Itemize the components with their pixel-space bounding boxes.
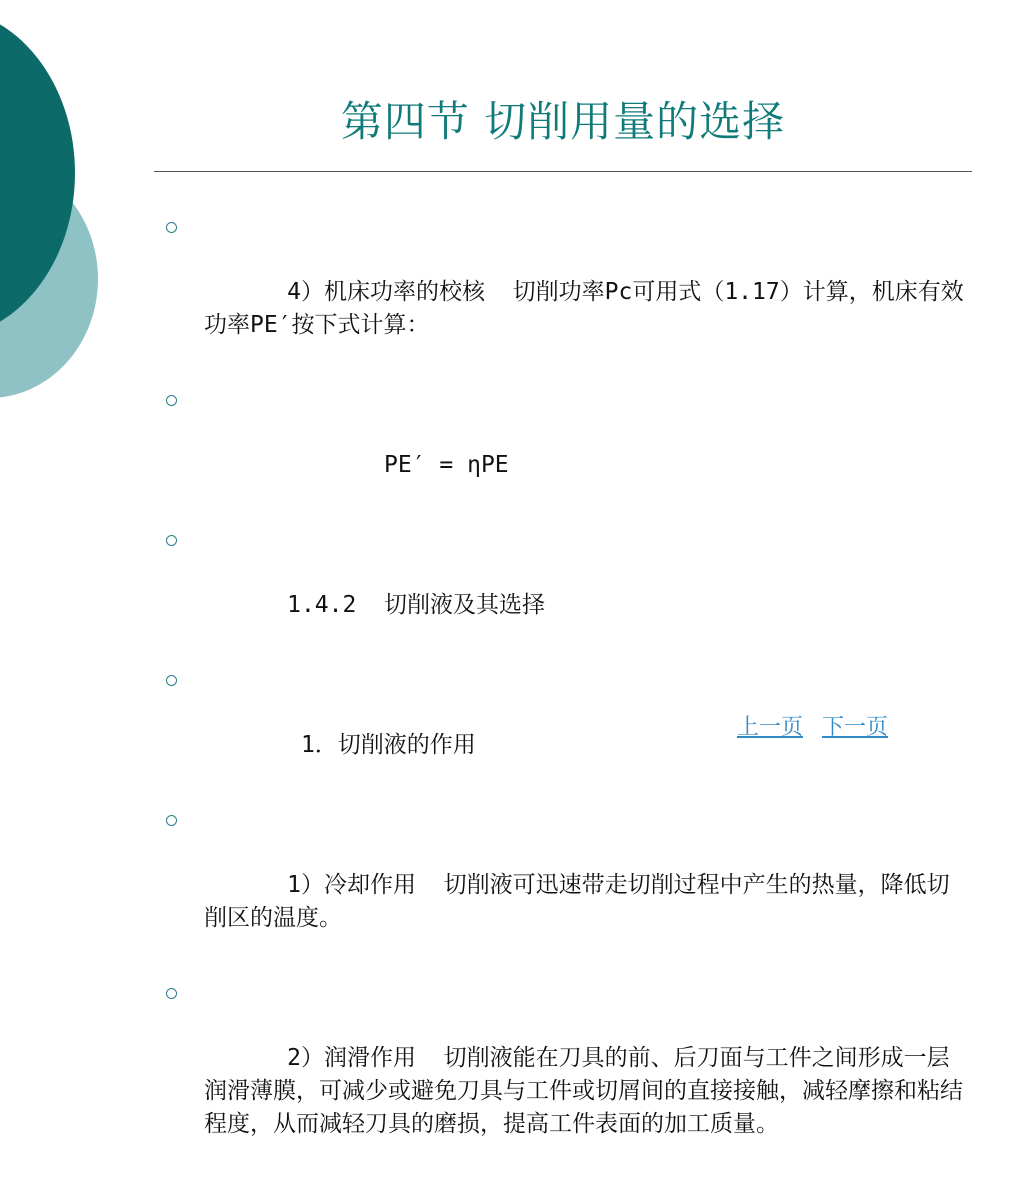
page-navigation [725, 714, 888, 742]
list-item-text: 1.4.2 切削液及其选择 [287, 592, 546, 618]
bullet-list [160, 210, 970, 1182]
slide-title: 第四节 切削用量的选择 [340, 97, 786, 146]
next-page-link[interactable]: 下一页 [821, 715, 888, 740]
list-item [160, 976, 970, 1174]
list-item-text: 4）机床功率的校核 切削功率Pc可用式（1.17）计算，机床有效功率PE′按下式计算： [204, 279, 964, 338]
list-item-text: 1．切削液的作用 [287, 732, 476, 758]
list-item [160, 210, 970, 375]
bullet-icon [166, 222, 177, 233]
title-divider [154, 171, 972, 172]
bullet-icon [166, 988, 177, 999]
list-item [160, 383, 970, 515]
bullet-icon [166, 535, 177, 546]
list-item-text: 1）冷却作用 切削液可迅速带走切削过程中产生的热量，降低切削区的温度。 [204, 872, 950, 931]
list-item [160, 523, 970, 655]
bullet-icon [166, 815, 177, 826]
bullet-icon [166, 395, 177, 406]
bullet-icon [166, 675, 177, 686]
list-item-text: 2）润滑作用 切削液能在刀具的前、后刀面与工件之间形成一层润滑薄膜，可减少或避免刀具与工件或切屑间的直接接触，减轻摩擦和粘结程度，从而减轻刀具的磨损，提高工件表面的加工质量。 [204, 1045, 963, 1137]
list-item [160, 803, 970, 968]
prev-page-link[interactable]: 上一页 [736, 715, 803, 740]
list-item-text: PE′ = ηPE [287, 452, 509, 478]
